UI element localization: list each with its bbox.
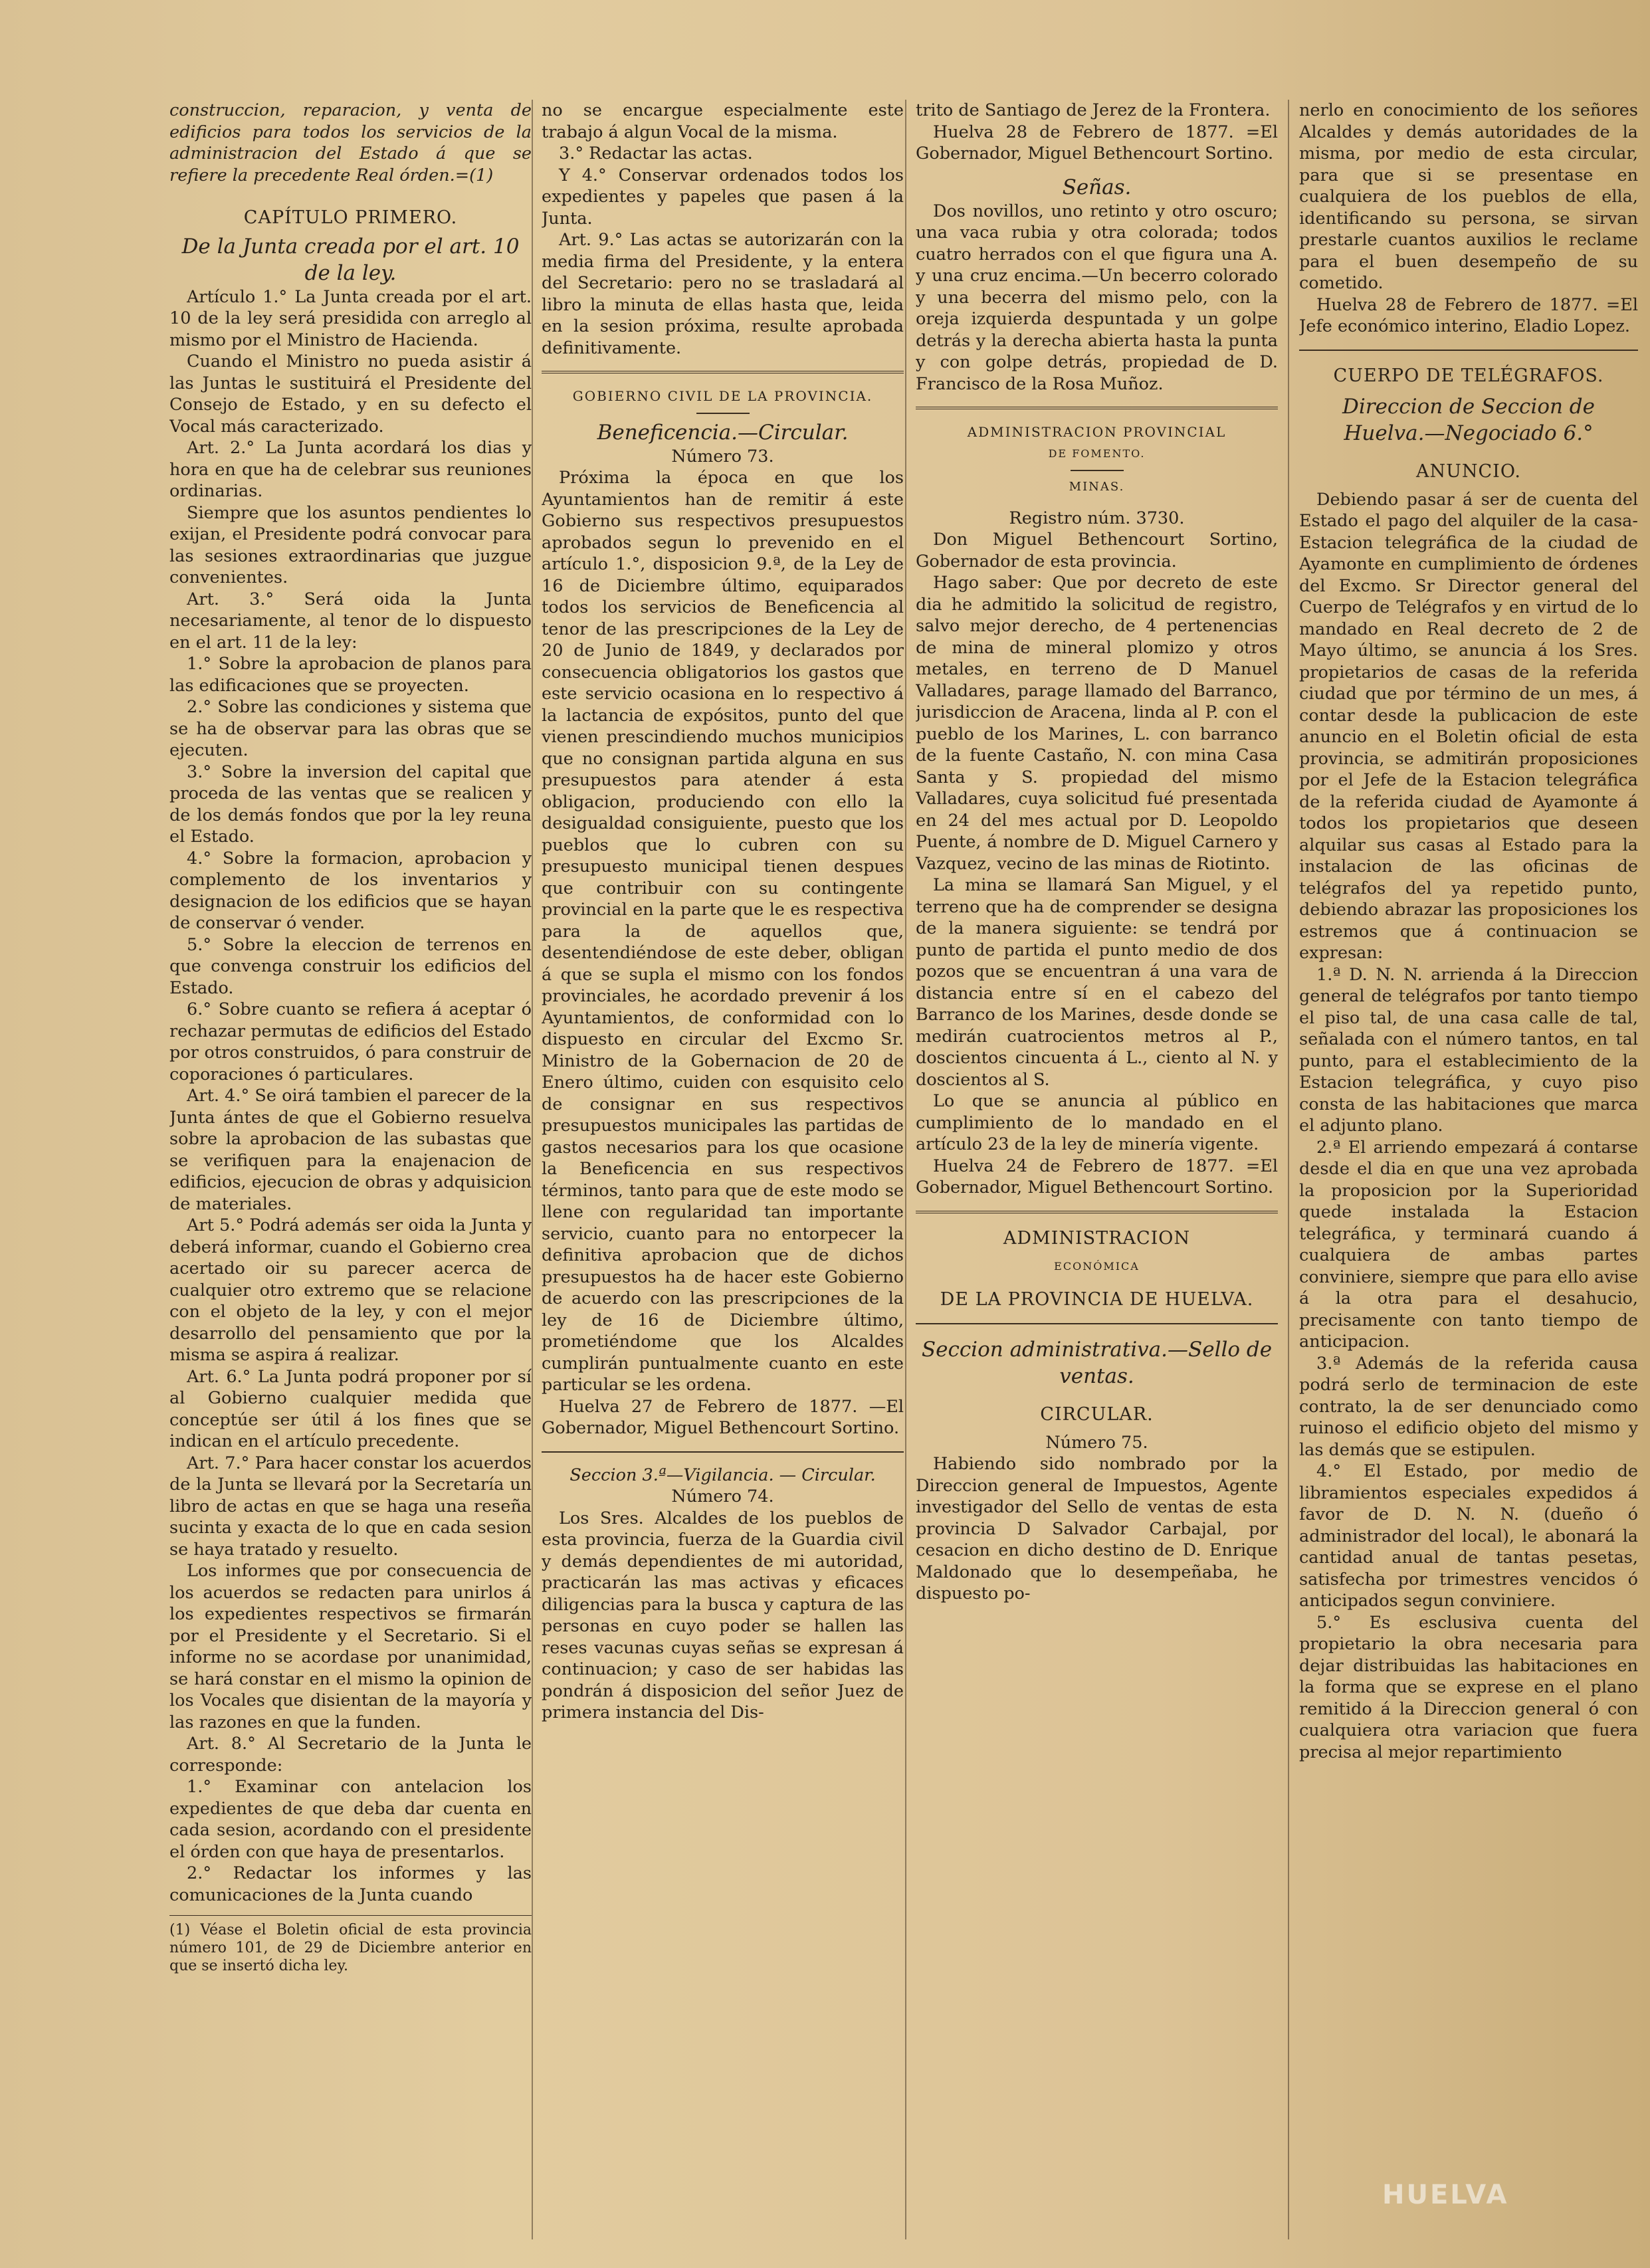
paragraph: 2.° Redactar los informes y las comunicaciones de la Junta cuando [169, 1863, 532, 1905]
paragraph: Artículo 1.° La Junta creada por el art. 10 de la ley será presidida con arreglo al mismo por el Ministro de Hacienda. [169, 286, 532, 350]
paragraph: Art. 4.° Se oirá tambien el parecer de la Junta ántes de que el Gobierno resuelva sobre la aprobacion de las subastas que se verifiquen para la enajenacion de edificios, ejecucion de obras y adquisicion de materiales. [169, 1086, 532, 1214]
paragraph: 1.° Examinar con antelacion los expedientes de que deba dar cuenta en cada sesion, acordando con el presidente el órden con que haya de presentarlos. [169, 1777, 532, 1862]
column-divider [905, 100, 906, 2239]
paragraph: Don Miguel Bethencourt Sortino, Gobernador de esta provincia. [916, 530, 1278, 571]
paragraph: Siempre que los asuntos pendientes lo exijan, el Presidente podrá convocar para las sesiones extraordinarias que juzgue convenientes. [169, 502, 532, 587]
paragraph: Art. 2.° La Junta acordará los dias y hora en que ha de celebrar sus reuniones ordinarias. [169, 438, 532, 501]
paragraph: Dos novillos, uno retinto y otro oscuro; una vaca rubia y otra colorada; todos cuatro herrados con el que figura una A. y una cruz encima.—Un becerro colorado y una becerra del mismo pelo, con la oreja izquierda despuntada y un golpe detrás y la derecha abierta hasta la punta y con golpe detrás, propiedad de D. Francisco de la Rosa Muñoz. [916, 201, 1278, 394]
section-divider [542, 371, 904, 373]
paragraph: Próxima la época en que los Ayuntamientos han de remitir á este Gobierno sus respectivos presupuestos aprobados segun lo prevenido en el artículo 1.°, disposicion 9.ª, de la Ley de 16 de Diciembre último, equiparados todos los servicios de Beneficencia al tenor de las prescripciones de la Ley de 20 de Junio de 1849, y declarados por consecuencia obligatorios los gastos que este servicio ocasiona en lo respectivo á la lactancia de expósitos, punto del que vienen prescindiendo muchos municipios que no consignan partida alguna en sus presupuestos para atender á esta obligacion, produciendo con ello la desigualdad consiguiente, puesto que los pueblos que lo cubren con su presupuesto municipal tienen despues que contribuir con su contingente provincial en la parte que le es respectiva para la de aquellos que, desentendiéndose de este deber, obligan á que se supla el mismo con los fondos provinciales, he acordado prevenir á los Ayuntamientos, de conformidad con lo dispuesto en circular del Excmo Sr. Ministro de la Gobernacion de 20 de Enero último, cuiden con esquisito celo de consignar en sus respectivos presupuestos municipales las partidas de gastos necesarios para los que ocasione la Beneficencia en sus respectivos términos, tanto para que de este modo se llene con regularidad tan importante servicio, cuanto para no entorpecer la definitiva aprobacion que de dichos presupuestos ha de hacer este Gobierno de acuerdo con las prescripciones de la ley de 16 de Diciembre último, prometiéndome que los Alcaldes cumplirán puntualmente cuanto en este particular se les ordena. [542, 468, 904, 1395]
paragraph: Cuando el Ministro no pueda asistir á las Juntas le sustituirá el Presidente del Consejo de Estado, y en su defecto el Vocal más caracterizado. [169, 352, 532, 437]
section-divider [916, 407, 1278, 409]
intro-text: construccion, reparacion, y venta de edificios para todos los servicios de la administracion del Estado á que se refiere la precedente Real órden.=(1) [169, 100, 532, 185]
section-heading: DE LA PROVINCIA DE HUELVA. [940, 1289, 1254, 1310]
paragraph: 1.° Sobre la aprobacion de planos para las edificaciones que se proyecten. [169, 654, 532, 696]
column-1 [169, 100, 532, 2226]
signature: Huelva 27 de Febrero de 1877. —El Gobernador, Miguel Bethencourt Sortino. [542, 1396, 904, 1438]
paragraph: Art. 8.° Al Secretario de la Junta le corresponde: [169, 1734, 532, 1776]
column-3 [916, 100, 1278, 2226]
column-divider [532, 100, 533, 2239]
section-heading: ADMINISTRACION [1003, 1227, 1191, 1249]
short-rule [696, 413, 750, 414]
paragraph: Art. 6.° La Junta podrá proponer por sí al Gobierno cualquier medida que conceptúe ser útil á los fines que se indican en el artículo precedente. [169, 1366, 532, 1451]
paragraph: 3.ª Además de la referida causa podrá serlo de terminacion de este contrato, la de ser denunciado como ruinoso el edificio objeto del mismo y las demás que se estipulen. [1299, 1353, 1638, 1460]
column-4 [1299, 100, 1638, 2226]
paragraph: Lo que se anuncia al público en cumplimiento de lo mandado en el artículo 23 de la ley de minería vigente. [916, 1091, 1278, 1154]
announcement-heading: ANUNCIO. [1416, 461, 1521, 482]
paragraph: 6.° Sobre cuanto se refiera á aceptar ó rechazar permutas de edificios del Estado por otros construidos, ó para construir de coporaciones ó particulares. [169, 999, 532, 1084]
section-divider [542, 1451, 904, 1453]
paragraph: Hago saber: Que por decreto de este dia he admitido la solicitud de registro, salvo mejor derecho, de 4 pertenencias de mina de mineral plomizo y otros metales, en terreno de D Manuel Valladares, parage llamado del Barranco, jurisdiccion de Aracena, linda al P. con el pueblo de los Marines, L. con barranco de la fuente Castaño, N. con mina Casa Santa y S. propiedad del mismo Valladares, cuya solicitud fué presentada en 24 del mes actual por D. Leopoldo Puente, á nombre de D. Miguel Carnero y Vazquez, vecino de las minas de Riotinto. [916, 573, 1278, 874]
section-heading-sub: ECONÓMICA [1054, 1259, 1140, 1273]
paragraph: Art. 7.° Para hacer constar los acuerdos de la Junta se llevará por la Secretaría un libro de actas en que se haga una reseña sucinta y exacta de lo que en cada sesion se haya tratado y resuelto. [169, 1453, 532, 1560]
signature: Huelva 28 de Febrero de 1877. =El Jefe económico interino, Eladio Lopez. [1299, 294, 1638, 336]
paragraph: Y 4.° Conservar ordenados todos los expedientes y papeles que pasen á la Junta. [542, 165, 904, 229]
section-heading: ADMINISTRACION PROVINCIAL [967, 424, 1227, 440]
section-divider [916, 1211, 1278, 1213]
paragraph: nerlo en conocimiento de los señores Alcaldes y demás autoridades de la misma, por medio de esta circular, para que si se presentase en cualquiera de los pueblos de ella, identificando su persona, se sirvan prestarle cuantos auxilios le reclame para el buen desempeño de su cometido. [1299, 100, 1638, 293]
section-subheading: Direccion de Seccion de Huelva.—Negociado 6.° [1342, 394, 1595, 445]
section-heading-sub: DE FOMENTO. [1048, 447, 1146, 460]
paragraph: Habiendo sido nombrado por la Direccion general de Impuestos, Agente investigador del Sello de ventas de esta provincia D Salvador Carbajal, por cesacion en dicho destino de D. Enrique Maldonado que lo desempeñaba, he dispuesto po- [916, 1454, 1278, 1603]
section-subheading: Beneficencia.—Circular. [597, 420, 849, 445]
paragraph: Art 5.° Podrá además ser oida la Junta y deberá informar, cuando el Gobierno crea acertado oir su parecer acerca de cualquier otro extremo que se relacione con el objeto de la ley, y con el mejor desarrollo del pensamiento que por la misma se aspira á realizar. [169, 1215, 532, 1365]
notice-number: Número 73. [671, 446, 774, 466]
section-divider [916, 1323, 1278, 1324]
signature: Huelva 28 de Febrero de 1877. =El Gobernador, Miguel Bethencourt Sortino. [916, 122, 1278, 163]
paragraph: Art. 9.° Las actas se autorizarán con la media firma del Presidente, y la entera del Secretario: pero no se trasladará al libro la minuta de ellas hasta que, leida en la sesion próxima, resulte aprobada definitivamente. [542, 230, 904, 358]
short-rule [1071, 470, 1124, 471]
paragraph: 4.° Sobre la formacion, aprobacion y complemento de los inventarios y designacion de los edificios que se hayan de conservar ó vender. [169, 848, 532, 933]
paragraph: no se encargue especialmente este trabajo á algun Vocal de la misma. [542, 100, 904, 142]
section-divider [1299, 350, 1638, 351]
paragraph: Los informes que por consecuencia de los acuerdos se redacten para unirlos á los expedientes respectivos se firmarán por el Presidente y el Secretario. Si el informe no se acordase por unanimidad, se hará constar en el mismo la opinion de los Vocales que disientan de la mayoría y las razones en que la funden. [169, 1561, 532, 1732]
section-heading: GOBIERNO CIVIL DE LA PROVINCIA. [572, 388, 873, 404]
paragraph: 4.° El Estado, por medio de libramientos especiales expedidos á favor de D. N. N. (dueño ó administrador del local), le abonará la cantidad anual de tantas pesetas, satisfecha por trimestres vencidos ó anticipados segun conviniere. [1299, 1461, 1638, 1611]
notice-number: Número 74. [671, 1487, 774, 1506]
paragraph: 2.° Sobre las condiciones y sistema que se ha de observar para las obras que se ejecuten. [169, 697, 532, 760]
article-list [169, 286, 532, 1907]
paragraph: Art. 3.° Será oida la Junta necesariamente, al tenor de lo dispuesto en el art. 11 de la ley: [169, 589, 532, 653]
chapter-heading: CAPÍTULO PRIMERO. [243, 207, 458, 228]
footnote: (1) Véase el Boletin oficial de esta provincia número 101, de 29 de Diciembre anterior en que se insertó dicha ley. [169, 1915, 532, 1975]
paragraph: La mina se llamará San Miguel, y el terreno que ha de comprender se designa de la manera siguiente: se tendrá por punto de partida el punto medio de dos pozos que se encuentran á una vara de distancia entre sí en el cabezo del Barranco de los Marines, desde donde se medirán cuatrocientos metros al P., doscientos cincuenta á L., ciento al N. y doscientos al S. [916, 875, 1278, 1090]
chapter-title: De la Junta creada por el art. 10 de la ley. [181, 234, 520, 285]
paragraph: 5.° Es esclusiva cuenta del propietario la obra necesaria para dejar distribuidas las habitaciones en la forma que se exprese en el plano remitido á la Direccion general ó con cualquiera otra variacion que fuera precisa al mejor repartimiento [1299, 1612, 1638, 1762]
paragraph: Debiendo pasar á ser de cuenta del Estado el pago del alquiler de la casa-Estacion telegráfica de la ciudad de Ayamonte en cumplimiento de órdenes del Excmo. Sr Director general del Cuerpo de Telégrafos y en virtud de lo mandado en Real decreto de 2 de Mayo último, se anuncia á los Sres. propietarios de casas de la referida ciudad que por término de un mes, á contar desde la publicacion de este anuncio en el Boletin oficial de esta provincia, se admitirán proposiciones por el Jefe de la Estacion telegráfica de la referida ciudad de Ayamonte á todos los propietarios que deseen alquilar sus casas al Estado para la instalacion de las oficinas de telégrafos del ya repetido punto, debiendo abrazar las proposiciones los estremos que á continuacion se expresan: [1299, 489, 1638, 963]
paragraph: 2.ª El arriendo empezará á contarse desde el dia en que una vez aprobada la proposicion por la Superioridad quede instalada la Estacion telegráfica, y terminará cuando á cualquiera de ambas partes conviniere, siempre que para ello avise á la otra para el desahucio, precisamente con tanto tiempo de anticipacion. [1299, 1137, 1638, 1352]
column-divider [1288, 100, 1289, 2239]
section-subheading: Seccion administrativa.—Sello de ventas. [921, 1337, 1273, 1388]
paragraph: 5.° Sobre la eleccion de terrenos en que convenga construir los edificios del Estado. [169, 934, 532, 998]
section-subheading: Seccion 3.ª—Vigilancia. — Circular. [569, 1465, 876, 1485]
section-subheading: Señas. [1062, 175, 1132, 199]
section-heading: CUERPO DE TELÉGRAFOS. [1333, 365, 1604, 386]
paragraph: 1.ª D. N. N. arrienda á la Direccion general de telégrafos por tanto tiempo el piso tal, de una casa calle de tal, señalada con el número tantos, en tal punto, para el establecimiento de la Estacion telegráfica, y cuyo piso consta de las habitaciones que marca el adjunto plano. [1299, 964, 1638, 1136]
column-2 [542, 100, 904, 2226]
circular-heading: CIRCULAR. [1040, 1403, 1154, 1425]
paragraph: trito de Santiago de Jerez de la Frontera. [916, 100, 1271, 120]
section-label: MINAS. [1069, 480, 1125, 494]
paragraph: 3.° Sobre la inversion del capital que proceda de las ventas que se realicen y de los demás fondos que por la ley reuna el Estado. [169, 762, 532, 847]
watermark-seal: HUELVA [1382, 2180, 1509, 2210]
signature: Huelva 24 de Febrero de 1877. =El Gobernador, Miguel Bethencourt Sortino. [916, 1156, 1278, 1197]
notice-number: Número 75. [1045, 1432, 1148, 1453]
paragraph: Los Sres. Alcaldes de los pueblos de esta provincia, fuerza de la Guardia civil y demás dependientes de mi autoridad, practicarán las mas activas y eficaces diligencias para la busca y captura de las personas en cuyo poder se hallen las reses vacunas cuyas señas se expresan á continuacion; y caso de ser habidas las pondrán á disposicion del señor Juez de primera instancia del Dis- [542, 1508, 904, 1722]
paragraph: 3.° Redactar las actas. [559, 144, 753, 163]
registry-number: Registro núm. 3730. [1009, 508, 1185, 528]
